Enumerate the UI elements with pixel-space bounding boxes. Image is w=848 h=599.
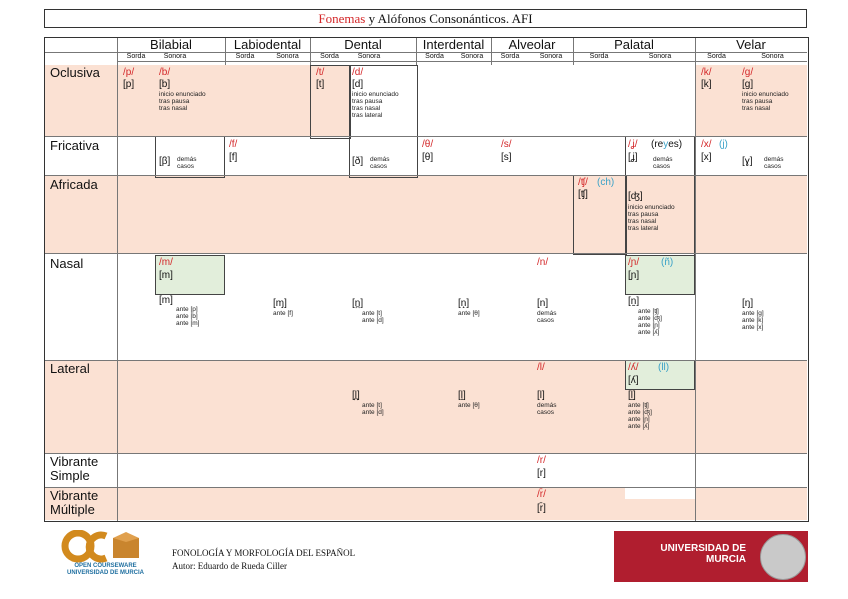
um-logo-text: UNIVERSIDAD DE MURCIA <box>66 570 144 576</box>
ocw-logo <box>58 530 153 580</box>
allophone-g: [g] <box>742 79 754 90</box>
um-line2: MURCIA <box>706 554 746 565</box>
note-gamma: demás casos <box>764 156 784 170</box>
allophone-gamma: [ɣ] <box>742 156 753 167</box>
um-name <box>628 543 746 565</box>
sub-sorda: Sorda <box>320 53 339 60</box>
university-seal <box>760 534 806 580</box>
spelling-ny: (ñ) <box>661 257 674 268</box>
allophone-l: [l] <box>537 390 545 401</box>
phoneme-k: /k/ <box>701 67 712 78</box>
phoneme-theta: /θ/ <box>422 139 434 150</box>
allophone-b: [b] <box>159 79 171 90</box>
spelling-ll: (ll) <box>658 362 670 373</box>
phoneme-t: /t/ <box>316 67 325 78</box>
word-part: y <box>663 139 669 150</box>
allophone-j: [ʝ] <box>628 152 638 163</box>
rule <box>695 38 696 521</box>
note-m: ante [p] ante [b] ante [m] <box>176 306 200 327</box>
phoneme-tch: /ʧ/ <box>578 177 588 188</box>
title-rest: y Alófonos Consonánticos. AFI <box>365 11 533 26</box>
note-lpal: ante [ʧ] ante [ʤ] ante [ɲ] ante [ʎ] <box>628 402 652 430</box>
allophone-t: [t] <box>316 79 325 90</box>
ocw-text: OPEN COURSEWARE <box>74 563 137 569</box>
allophone-dental-nasal: [n̪] <box>352 298 364 309</box>
spelling-x: (j) <box>719 139 728 150</box>
phoneme-g: /g/ <box>742 67 754 78</box>
allophone-dental-lateral: [l̪] <box>352 390 360 401</box>
title-fonemas: Fonemas <box>318 11 366 26</box>
sub-sonora: Sonora <box>648 53 672 60</box>
sub-sonora: Sonora <box>460 53 484 60</box>
note-eth: demás casos <box>370 156 390 170</box>
note-nth: ante [θ] <box>458 310 480 317</box>
allophone-beta: [β] <box>159 156 171 167</box>
note-lt: ante [t] ante [d] <box>362 402 384 416</box>
word-part: (re <box>651 139 664 150</box>
allophone-labiodental-nasal: [ɱ] <box>273 298 287 309</box>
phoneme-s: /s/ <box>501 139 512 150</box>
phoneme-j: /ʝ/ <box>628 139 638 150</box>
note-g: inicio enunciado tras pausa tras nasal <box>742 91 789 112</box>
word-part: es) <box>668 139 683 150</box>
allophone-k: [k] <box>701 79 712 90</box>
allophone-m2: [m] <box>159 295 173 306</box>
sub-sorda: Sorda <box>707 53 726 60</box>
phoneme-p: /p/ <box>123 67 135 78</box>
sub-sorda: Sorda <box>589 53 609 60</box>
spelling-ch: (ch) <box>597 177 615 188</box>
rule <box>117 61 807 62</box>
allophone-d: [d] <box>352 79 364 90</box>
sub-sorda: Sorda <box>425 53 444 60</box>
allophone-velar-nasal: [ŋ] <box>742 298 754 309</box>
sub-sonora: Sonora <box>539 53 563 60</box>
phoneme-d: /d/ <box>352 67 364 78</box>
manner-vibrante-simple: Vibrante Simple <box>50 454 99 483</box>
note-j: demás casos <box>653 156 673 170</box>
author: Autor: Eduardo de Rueda Ciller <box>172 561 287 571</box>
allophone-r: [r] <box>537 468 546 479</box>
allophone-ny: [ɲ] <box>628 270 640 281</box>
manner-nasal: Nasal <box>50 256 84 271</box>
place-labiodental: Labiodental <box>233 37 302 52</box>
note-mf: ante [f] <box>273 310 293 317</box>
note-d: inicio enunciado tras pausa tras nasal tras lateral <box>352 91 399 119</box>
note-l: demás casos <box>537 402 557 416</box>
manner-africada: Africada <box>50 177 98 192</box>
note-ng: ante [g] ante [k] ante [x] <box>742 310 764 331</box>
rule <box>45 360 807 361</box>
place-velar: Velar <box>736 37 766 52</box>
allophone-p: [p] <box>123 79 135 90</box>
word-reyes <box>651 139 682 150</box>
note-b: inicio enunciado tras pausa tras nasal <box>159 91 206 112</box>
sub-sorda: Sorda <box>235 53 255 60</box>
manner-fricativa: Fricativa <box>50 138 100 153</box>
phoneme-x: /x/ <box>701 139 712 150</box>
rule <box>45 253 807 254</box>
sub-sonora: Sonora <box>761 53 784 60</box>
place-interdental: Interdental <box>422 37 485 52</box>
allophone-eth: [ð] <box>352 156 364 167</box>
manner-lateral: Lateral <box>50 361 90 376</box>
phoneme-m: /m/ <box>159 257 173 268</box>
allophone-interdental-nasal: [n̟] <box>458 298 470 309</box>
phoneme-ll: /ʎ/ <box>628 362 639 373</box>
sub-sonora: Sonora <box>163 53 187 60</box>
phoneme-rr: /r̄/ <box>537 489 546 500</box>
course-title: FONOLOGÍA Y MORFOLOGÍA DEL ESPAÑOL <box>172 548 356 558</box>
phoneme-f: /f/ <box>229 139 238 150</box>
sub-sorda: Sorda <box>500 53 520 60</box>
note-npal: ante [ʧ] ante [ʤ] ante [ɲ] ante [ʎ] <box>638 308 662 336</box>
allophone-m: [m] <box>159 270 173 281</box>
phoneme-b: /b/ <box>159 67 171 78</box>
note-n: demás casos <box>537 310 557 324</box>
allophone-f: [f] <box>229 152 238 163</box>
note-lth: ante [θ] <box>458 402 480 409</box>
allophone-interdental-lateral: [l̟] <box>458 390 466 401</box>
note-beta: demás casos <box>177 156 197 170</box>
rule <box>45 175 807 176</box>
sub-sorda: Sorda <box>126 53 146 60</box>
manner-vibrante-multiple: Vibrante Múltiple <box>50 488 99 517</box>
footer-credits <box>172 547 355 573</box>
rule <box>117 38 118 521</box>
phoneme-ny: /ɲ/ <box>628 257 640 268</box>
allophone-ll: [ʎ] <box>628 375 639 386</box>
sub-sonora: Sonora <box>357 53 381 60</box>
manner-oclusiva: Oclusiva <box>50 65 100 80</box>
multiple-gap <box>625 487 695 499</box>
phoneme-table <box>44 37 809 522</box>
allophone-palatal-lateral: [l̠] <box>628 390 636 401</box>
allophone-x: [x] <box>701 152 712 163</box>
sub-sonora: Sonora <box>276 53 299 60</box>
allophone-palatal-nasal: [n̠] <box>628 296 640 307</box>
phoneme-n: /n/ <box>537 257 549 268</box>
note-nt: ante [t] ante [d] <box>362 310 384 324</box>
um-line1: UNIVERSIDAD DE <box>660 543 746 554</box>
allophone-rr: [r̄] <box>537 503 546 514</box>
rule <box>45 136 807 137</box>
allophone-s: [s] <box>501 152 512 163</box>
place-palatal: Palatal <box>614 37 654 52</box>
place-bilabial: Bilabial <box>150 37 192 52</box>
phoneme-r: /r/ <box>537 455 546 466</box>
rule <box>45 453 807 454</box>
rule <box>45 487 807 488</box>
allophone-theta: [θ] <box>422 152 434 163</box>
allophone-dj: [ʤ] <box>628 191 643 202</box>
place-dental: Dental <box>344 37 382 52</box>
phoneme-l: /l/ <box>537 362 545 373</box>
chart-title <box>44 9 807 28</box>
allophone-tch: [ʧ] <box>578 189 588 200</box>
place-alveolar: Alveolar <box>508 37 556 52</box>
note-dj: inicio enunciado tras pausa tras nasal tras lateral <box>628 204 675 232</box>
allophone-n: [n] <box>537 298 549 309</box>
